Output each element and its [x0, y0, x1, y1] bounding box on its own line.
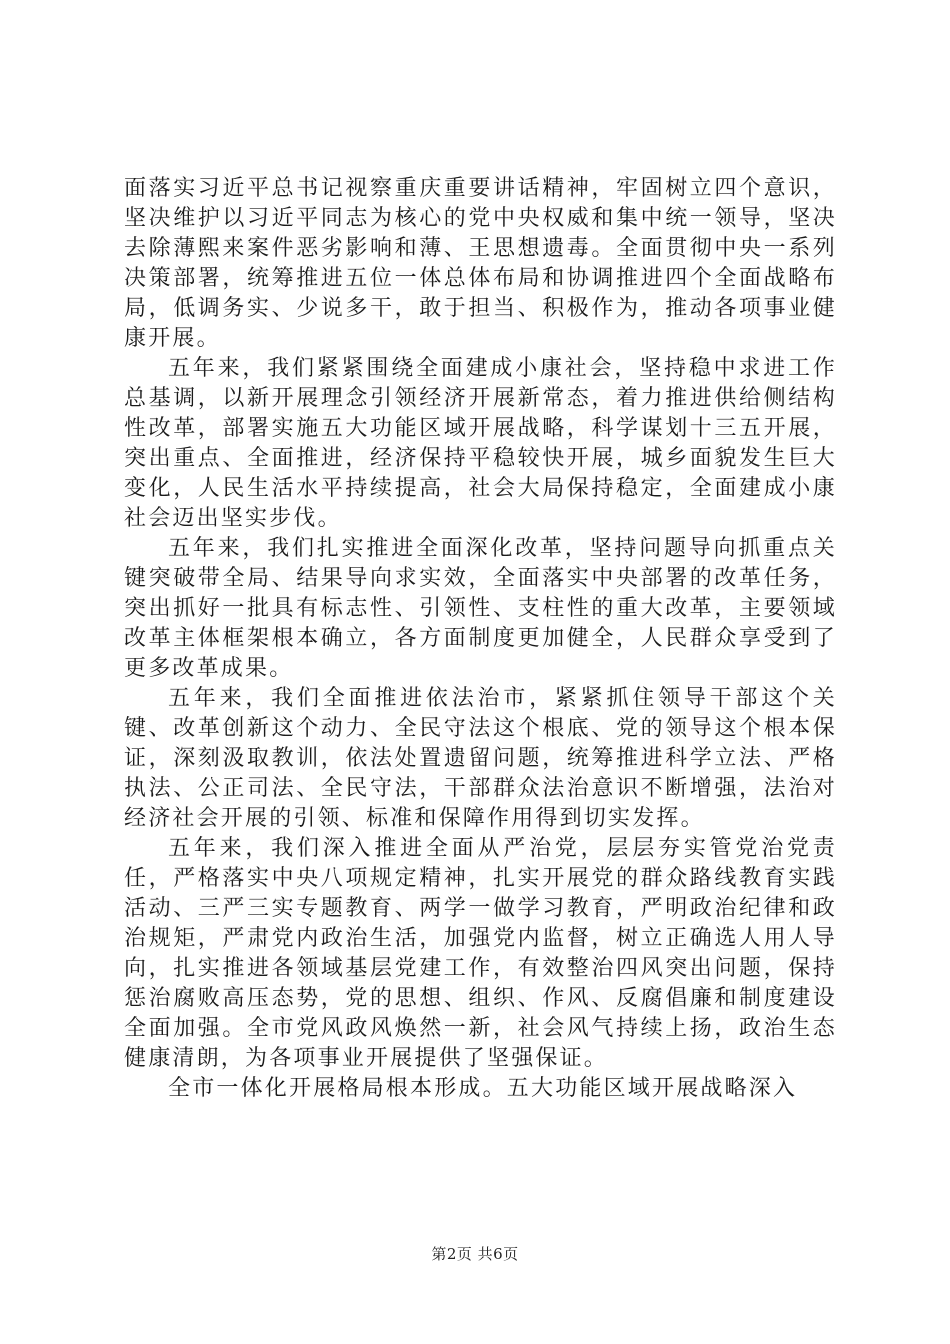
- paragraph-2: 五年来，我们紧紧围绕全面建成小康社会，坚持稳中求进工作总基调，以新开展理念引领经济开展新常态，着力推进供给侧结构性改革，部署实施五大功能区域开展战略，科学谋划十三五开展，突出重点、全面推进，经济保持平稳较快开展，城乡面貌发生巨大变化，人民生活水平持续提高，社会大局保持稳定，全面建成小康社会迈出坚实步伐。: [124, 356, 837, 531]
- paragraph-3: 五年来，我们扎实推进全面深化改革，坚持问题导向抓重点关键突破带全局、结果导向求实效，全面落实中央部署的改革任务，突出抓好一批具有标志性、引领性、支柱性的重大改革，主要领域改革主体框架根本确立，各方面制度更加健全，人民群众享受到了更多改革成果。: [124, 536, 837, 681]
- page-number-label: 第2页 共6页: [431, 1245, 519, 1263]
- paragraph-1: 面落实习近平总书记视察重庆重要讲话精神，牢固树立四个意识，坚决维护以习近平同志为核心的党中央权威和集中统一领导，坚决去除薄熙来案件恶劣影响和薄、王思想遗毒。全面贯彻中央一系列决策部署，统筹推进五位一体总体布局和协调推进四个全面战略布局，低调务实、少说多干，敢于担当、积极作为，推动各项事业健康开展。: [124, 176, 837, 351]
- paragraph-4: 五年来，我们全面推进依法治市，紧紧抓住领导干部这个关键、改革创新这个动力、全民守法这个根底、党的领导这个根本保证，深刻汲取教训，依法处置遗留问题，统筹推进科学立法、严格执法、公正司法、全民守法，干部群众法治意识不断增强，法治对经济社会开展的引领、标准和保障作用得到切实发挥。: [124, 686, 837, 831]
- page-footer: [0, 1244, 950, 1264]
- paragraph-5: 五年来，我们深入推进全面从严治党，层层夯实管党治党责任，严格落实中央八项规定精神，扎实开展党的群众路线教育实践活动、三严三实专题教育、两学一做学习教育，严明政治纪律和政治规矩，严肃党内政治生活，加强党内监督，树立正确选人用人导向，扎实推进各领域基层党建工作，有效整治四风突出问题，保持惩治腐败高压态势，党的思想、组织、作风、反腐倡廉和制度建设全面加强。全市党风政风焕然一新，社会风气持续上扬，政治生态健康清朗，为各项事业开展提供了坚强保证。: [124, 836, 837, 1071]
- document-body: [124, 174, 837, 1104]
- paragraph-6: 全市一体化开展格局根本形成。五大功能区域开展战略深入: [168, 1076, 798, 1101]
